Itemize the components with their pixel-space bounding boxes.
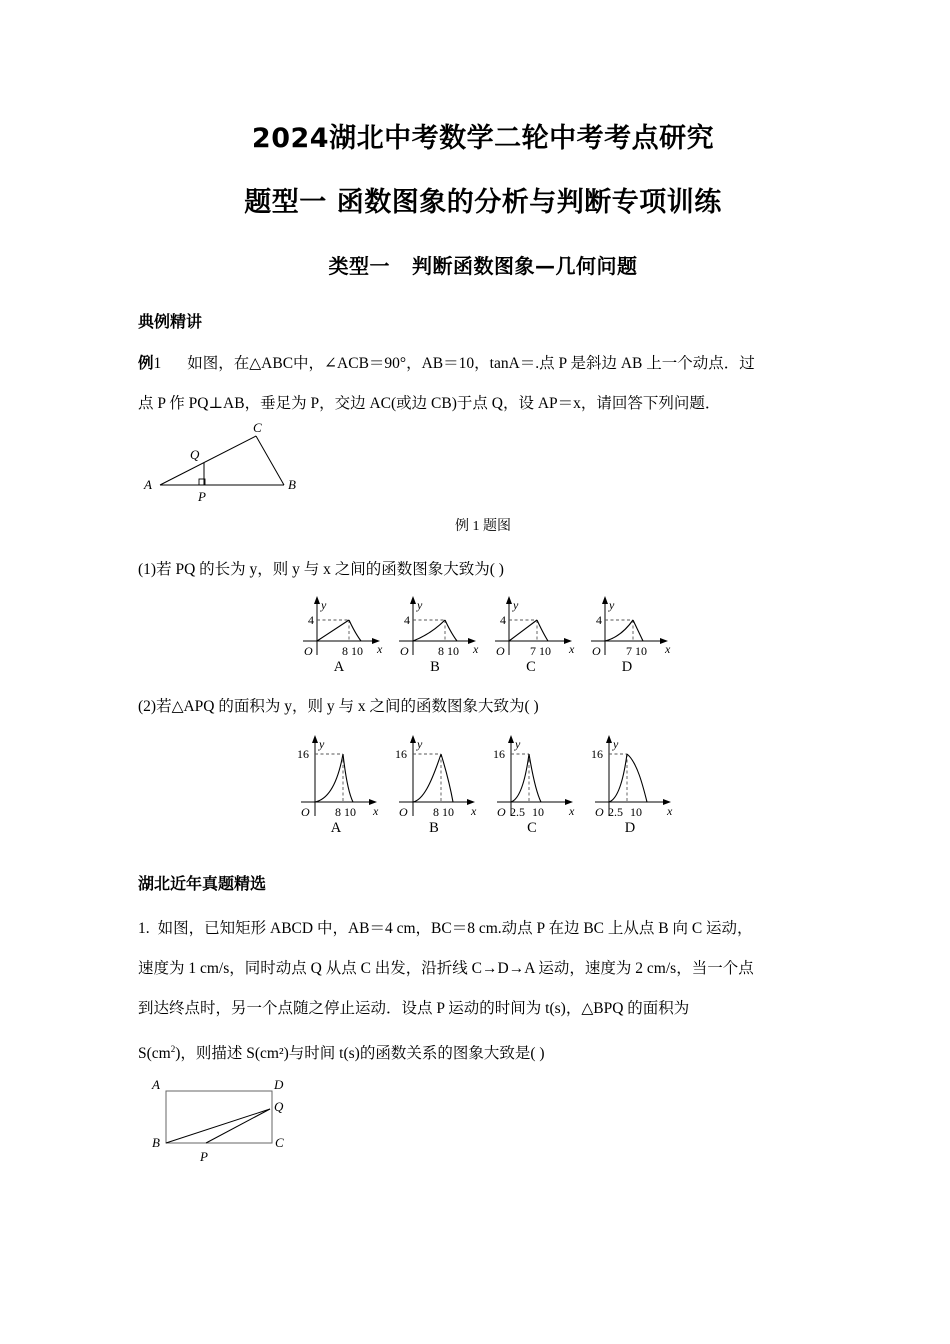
- section-heading-past-papers: 湖北近年真题精选: [138, 873, 267, 893]
- option-label-q2-d: D: [624, 819, 636, 836]
- problem1-number: 1.: [138, 919, 150, 937]
- example1-line2: 点 P 作 PQ⊥AB，垂足为 P，交边 AC(或边 CB)于点 Q，设 AP＝x，请回答下列问题．: [138, 394, 721, 412]
- axis-origin: O: [400, 643, 409, 658]
- axis-origin: O: [301, 804, 310, 819]
- type-heading-right: 判断函数图象—几何问题: [412, 253, 638, 278]
- axis-label-y: y: [417, 597, 423, 612]
- option-graph-q2-c[interactable]: [483, 732, 581, 837]
- type-heading: [138, 250, 828, 279]
- x-tick-10: 10: [344, 804, 356, 819]
- axis-label-x: x: [665, 641, 671, 656]
- option-graph-q1-a[interactable]: [291, 593, 387, 676]
- axis-label-y: y: [609, 597, 615, 612]
- example1-q1-options: [138, 593, 828, 676]
- axis-label-x: x: [471, 803, 477, 818]
- axis-label-y: y: [417, 736, 423, 751]
- axis-label-x: x: [377, 641, 383, 656]
- axis-origin: O: [497, 804, 506, 819]
- axis-origin: O: [304, 643, 313, 658]
- problem1-text-line1: 如图，已知矩形 ABCD 中，AB＝4 cm，BC＝8 cm.动点 P 在边 BC 上从点 B 向 C 运动，: [157, 919, 753, 937]
- x-tick-10: 10: [630, 804, 642, 819]
- option-label-q1-c: C: [526, 658, 536, 675]
- rect-label-A: A: [152, 1076, 160, 1092]
- rect-label-C: C: [275, 1134, 284, 1150]
- rect-label-B: B: [152, 1134, 160, 1150]
- option-graph-q1-d[interactable]: [579, 593, 675, 676]
- x-tick-10: 10: [351, 643, 363, 658]
- x-tick-8: 8: [438, 643, 444, 658]
- problem1-text-line4-sup: 2: [170, 1043, 176, 1054]
- type-heading-left: 类型一: [328, 253, 390, 278]
- option-graph-q1-c[interactable]: [483, 593, 579, 676]
- axis-label-y: y: [319, 736, 325, 751]
- axis-origin: O: [595, 804, 604, 819]
- triangle-label-C: C: [253, 420, 262, 435]
- option-graph-q2-d[interactable]: [581, 732, 679, 837]
- y-tick-16: 16: [395, 746, 407, 761]
- problem1-line4: [138, 1032, 828, 1071]
- y-tick-4: 4: [404, 612, 410, 627]
- triangle-label-B: B: [288, 476, 296, 492]
- example1-number: 1: [153, 354, 162, 372]
- page-title: 2024湖北中考数学二轮中考考点研究: [251, 123, 715, 154]
- page-subtitle: 题型一 函数图象的分析与判断专项训练: [244, 186, 722, 218]
- problem1-figure: [138, 1077, 828, 1167]
- rect-label-D: D: [274, 1076, 284, 1092]
- example1-figure-caption: 例 1 题图: [455, 518, 511, 534]
- section-heading-examples: 典例精讲: [138, 311, 203, 331]
- x-tick-10: 10: [635, 643, 647, 658]
- problem1-text-line4-pre: S(cm: [138, 1044, 171, 1062]
- axis-label-x: x: [473, 641, 479, 656]
- axis-label-x: x: [373, 803, 379, 818]
- option-label-q2-a: A: [330, 819, 342, 836]
- example1-paragraph-line2: [138, 387, 828, 421]
- triangle-label-Q: Q: [190, 446, 200, 462]
- axis-label-x: x: [667, 803, 673, 818]
- example1-question2: (2)若△APQ 的面积为 y，则 y 与 x 之间的函数图象大致为( ): [138, 697, 539, 715]
- triangle-label-P: P: [198, 488, 206, 504]
- axis-label-y: y: [613, 736, 619, 751]
- problem1-line3: 到达终点时，另一个点随之停止运动．设点 P 运动的时间为 t(s)，△BPQ 的面积为: [138, 999, 690, 1017]
- axis-label-y: y: [321, 597, 327, 612]
- x-tick-10: 10: [539, 643, 551, 658]
- axis-label-y: y: [513, 597, 519, 612]
- rect-label-Q: Q: [274, 1098, 284, 1114]
- x-tick-7: 7: [626, 643, 632, 658]
- x-tick-2p5: 2.5: [608, 804, 623, 819]
- x-tick-10: 10: [532, 804, 544, 819]
- axis-label-x: x: [569, 641, 575, 656]
- option-graph-q2-a[interactable]: [287, 732, 385, 837]
- axis-label-x: x: [569, 803, 575, 818]
- option-graph-q2-b[interactable]: [385, 732, 483, 837]
- option-label-q2-c: C: [527, 819, 537, 836]
- axis-origin: O: [399, 804, 408, 819]
- y-tick-4: 4: [500, 612, 506, 627]
- rectangle-diagram: [138, 1077, 308, 1167]
- example1-q2-options: [138, 732, 828, 837]
- problem1-line1: [138, 912, 828, 946]
- x-tick-8: 8: [433, 804, 439, 819]
- example1-question1: (1)若 PQ 的长为 y，则 y 与 x 之间的函数图象大致为( ): [138, 560, 504, 578]
- axis-origin: O: [496, 643, 505, 658]
- triangle-label-A: A: [144, 476, 152, 492]
- document-content: [138, 0, 828, 1167]
- option-label-q1-a: A: [333, 658, 345, 675]
- example1-lead: 例: [138, 353, 154, 372]
- example1-paragraph-line1: [138, 346, 828, 381]
- option-label-q1-d: D: [621, 658, 633, 675]
- problem1-line2: 速度为 1 cm/s，同时动点 Q 从点 C 出发，沿折线 C→D→A 运动，速度为 2 cm/s，当一个点: [138, 959, 754, 977]
- option-label-q2-b: B: [429, 819, 439, 836]
- example1-figure: [138, 421, 828, 513]
- option-label-q1-b: B: [430, 658, 440, 675]
- example1-line1: 如图，在△ABC中，∠ACB＝90°，AB＝10，tanA＝.点 P 是斜边 AB 上一个动点．过: [187, 354, 755, 372]
- rect-label-P: P: [200, 1148, 208, 1164]
- triangle-diagram: [138, 421, 318, 513]
- x-tick-7: 7: [530, 643, 536, 658]
- axis-label-y: y: [515, 736, 521, 751]
- y-tick-4: 4: [308, 612, 314, 627]
- axis-origin: O: [592, 643, 601, 658]
- x-tick-8: 8: [342, 643, 348, 658]
- x-tick-2p5: 2.5: [510, 804, 525, 819]
- y-tick-16: 16: [493, 746, 505, 761]
- y-tick-4: 4: [596, 612, 602, 627]
- y-tick-16: 16: [297, 746, 309, 761]
- x-tick-10: 10: [442, 804, 454, 819]
- y-tick-16: 16: [591, 746, 603, 761]
- x-tick-8: 8: [335, 804, 341, 819]
- x-tick-10: 10: [447, 643, 459, 658]
- problem1-text-line4-post: )，则描述 S(cm²)与时间 t(s)的函数关系的图象大致是( ): [175, 1044, 545, 1062]
- option-graph-q1-b[interactable]: [387, 593, 483, 676]
